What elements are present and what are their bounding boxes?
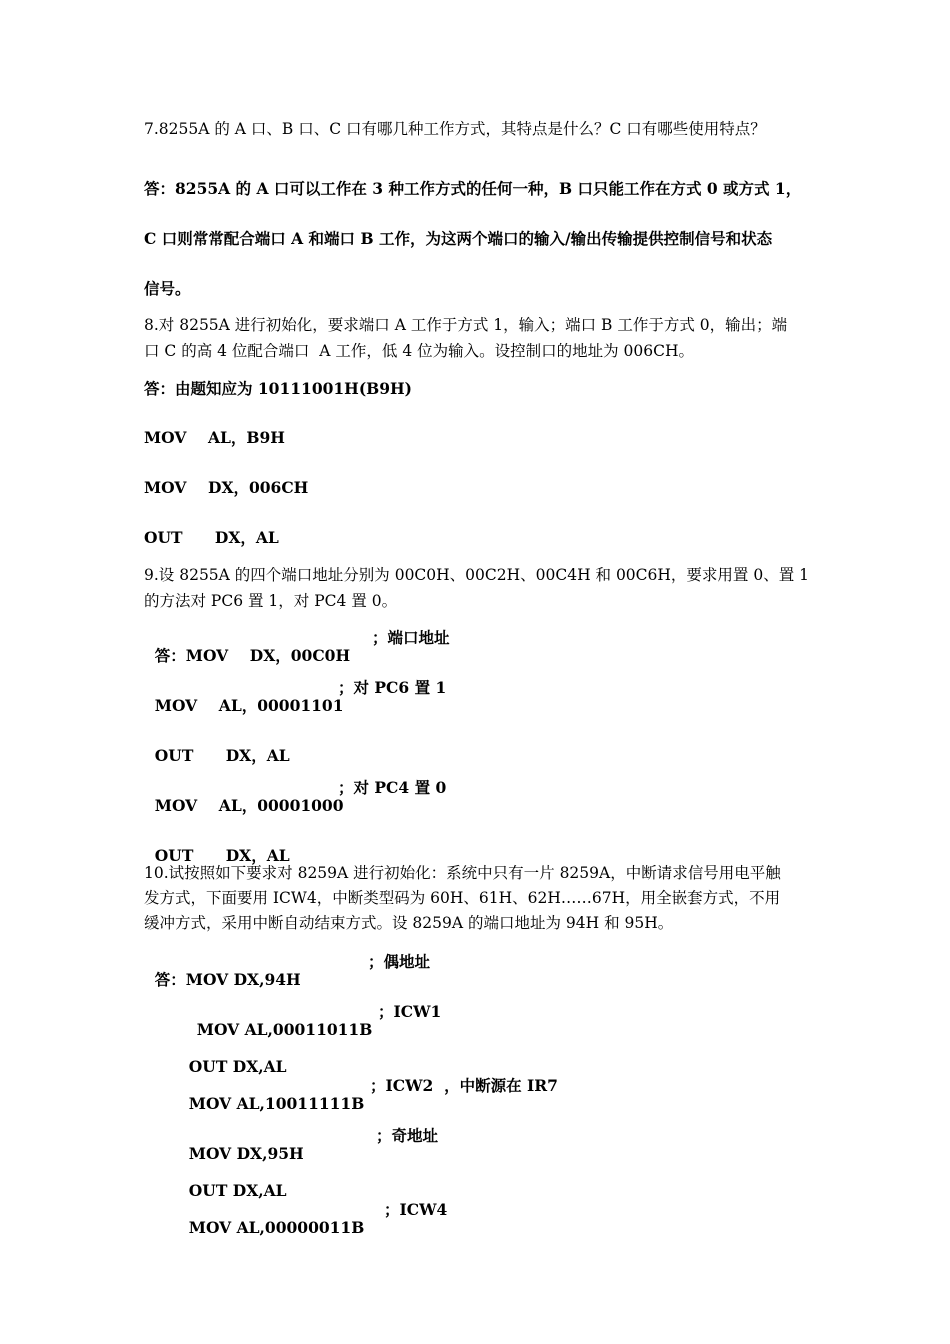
code-instruction: MOV AL，00001101 (154, 696, 344, 715)
code-instruction: MOV AL，00001000 (154, 796, 344, 815)
question-9-line-2: 的方法对 PC6 置 1，对 PC4 置 0。 (144, 592, 398, 610)
code-instruction: OUT DX，AL (154, 846, 290, 865)
question-7: 7.8255A 的 A 口、B 口、C 口有哪几种工作方式，其特点是什么？C 口有哪些使用特点？ (144, 120, 766, 138)
code-instruction: OUT DX,AL (188, 1057, 287, 1076)
code-line (144, 778, 447, 833)
code-line: MOV AL，B9H (144, 428, 285, 447)
code-comment: ；奇地址 (376, 1126, 439, 1145)
code-line (144, 678, 447, 733)
code-line (144, 729, 290, 765)
answer-7-line-1: 答：8255A 的 A 口可以工作在 3 种工作方式的任何一种，B 口只能工作在方式 0 或方式 1， (144, 179, 802, 198)
question-10-line-2: 发方式，下面要用 ICW4，中断类型码为 60H、61H、62H……67H，用全嵌套方式，不用 (144, 889, 781, 907)
code-instruction: 答：MOV DX，00C0H (154, 646, 351, 665)
code-line (178, 1164, 287, 1200)
code-line (144, 628, 450, 683)
code-instruction: MOV DX,95H (188, 1144, 304, 1163)
answer-7-line-3: 信号。 (144, 279, 191, 298)
code-comment: ；ICW2 ，中断源在 IR7 (370, 1076, 558, 1095)
code-line (178, 1200, 448, 1255)
question-10-line-1: 10.试按照如下要求对 8259A 进行初始化：系统中只有一片 8259A，中断请求信号用电平触 (144, 864, 781, 882)
code-line (144, 952, 431, 1007)
code-line (144, 829, 290, 865)
code-instruction: OUT DX，AL (154, 746, 290, 765)
code-comment: ；对 PC4 置 0 (338, 778, 447, 797)
question-10-line-3: 缓冲方式，采用中断自动结束方式。设 8259A 的端口地址为 94H 和 95H。 (144, 914, 674, 932)
code-instruction: 答：MOV DX,94H (154, 970, 301, 989)
code-comment: ；ICW1 (378, 1002, 442, 1021)
code-line (178, 1076, 558, 1131)
question-9-line-1: 9.设 8255A 的四个端口地址分别为 00C0H、00C2H、00C4H 和 00C6H，要求用置 0、置 1 (144, 566, 809, 584)
question-8-line-2: 口 C 的高 4 位配合端口 A 工作，低 4 位为输入。设控制口的地址为 006CH。 (144, 342, 695, 360)
code-instruction: MOV AL,00000011B (188, 1218, 365, 1237)
answer-8: 答：由题知应为 10111001H(B9H) (144, 379, 413, 398)
code-instruction: MOV AL,10011111B (188, 1094, 365, 1113)
code-comment: ；对 PC6 置 1 (338, 678, 447, 697)
code-instruction: OUT DX,AL (188, 1181, 287, 1200)
code-comment: ；端口地址 (372, 628, 450, 647)
code-line: MOV DX，006CH (144, 478, 309, 497)
answer-7-line-2: C 口则常常配合端口 A 和端口 B 工作，为这两个端口的输入/输出传输提供控制信号和状态 (144, 229, 773, 248)
code-instruction: MOV AL,00011011B (196, 1020, 373, 1039)
code-line: OUT DX，AL (144, 528, 279, 547)
code-comment: ；ICW4 (384, 1200, 448, 1219)
question-8-line-1: 8.对 8255A 进行初始化，要求端口 A 工作于方式 1，输入；端口 B 工作于方式 0，输出；端 (144, 316, 788, 334)
code-comment: ；偶地址 (368, 952, 431, 971)
code-line (178, 1040, 287, 1076)
